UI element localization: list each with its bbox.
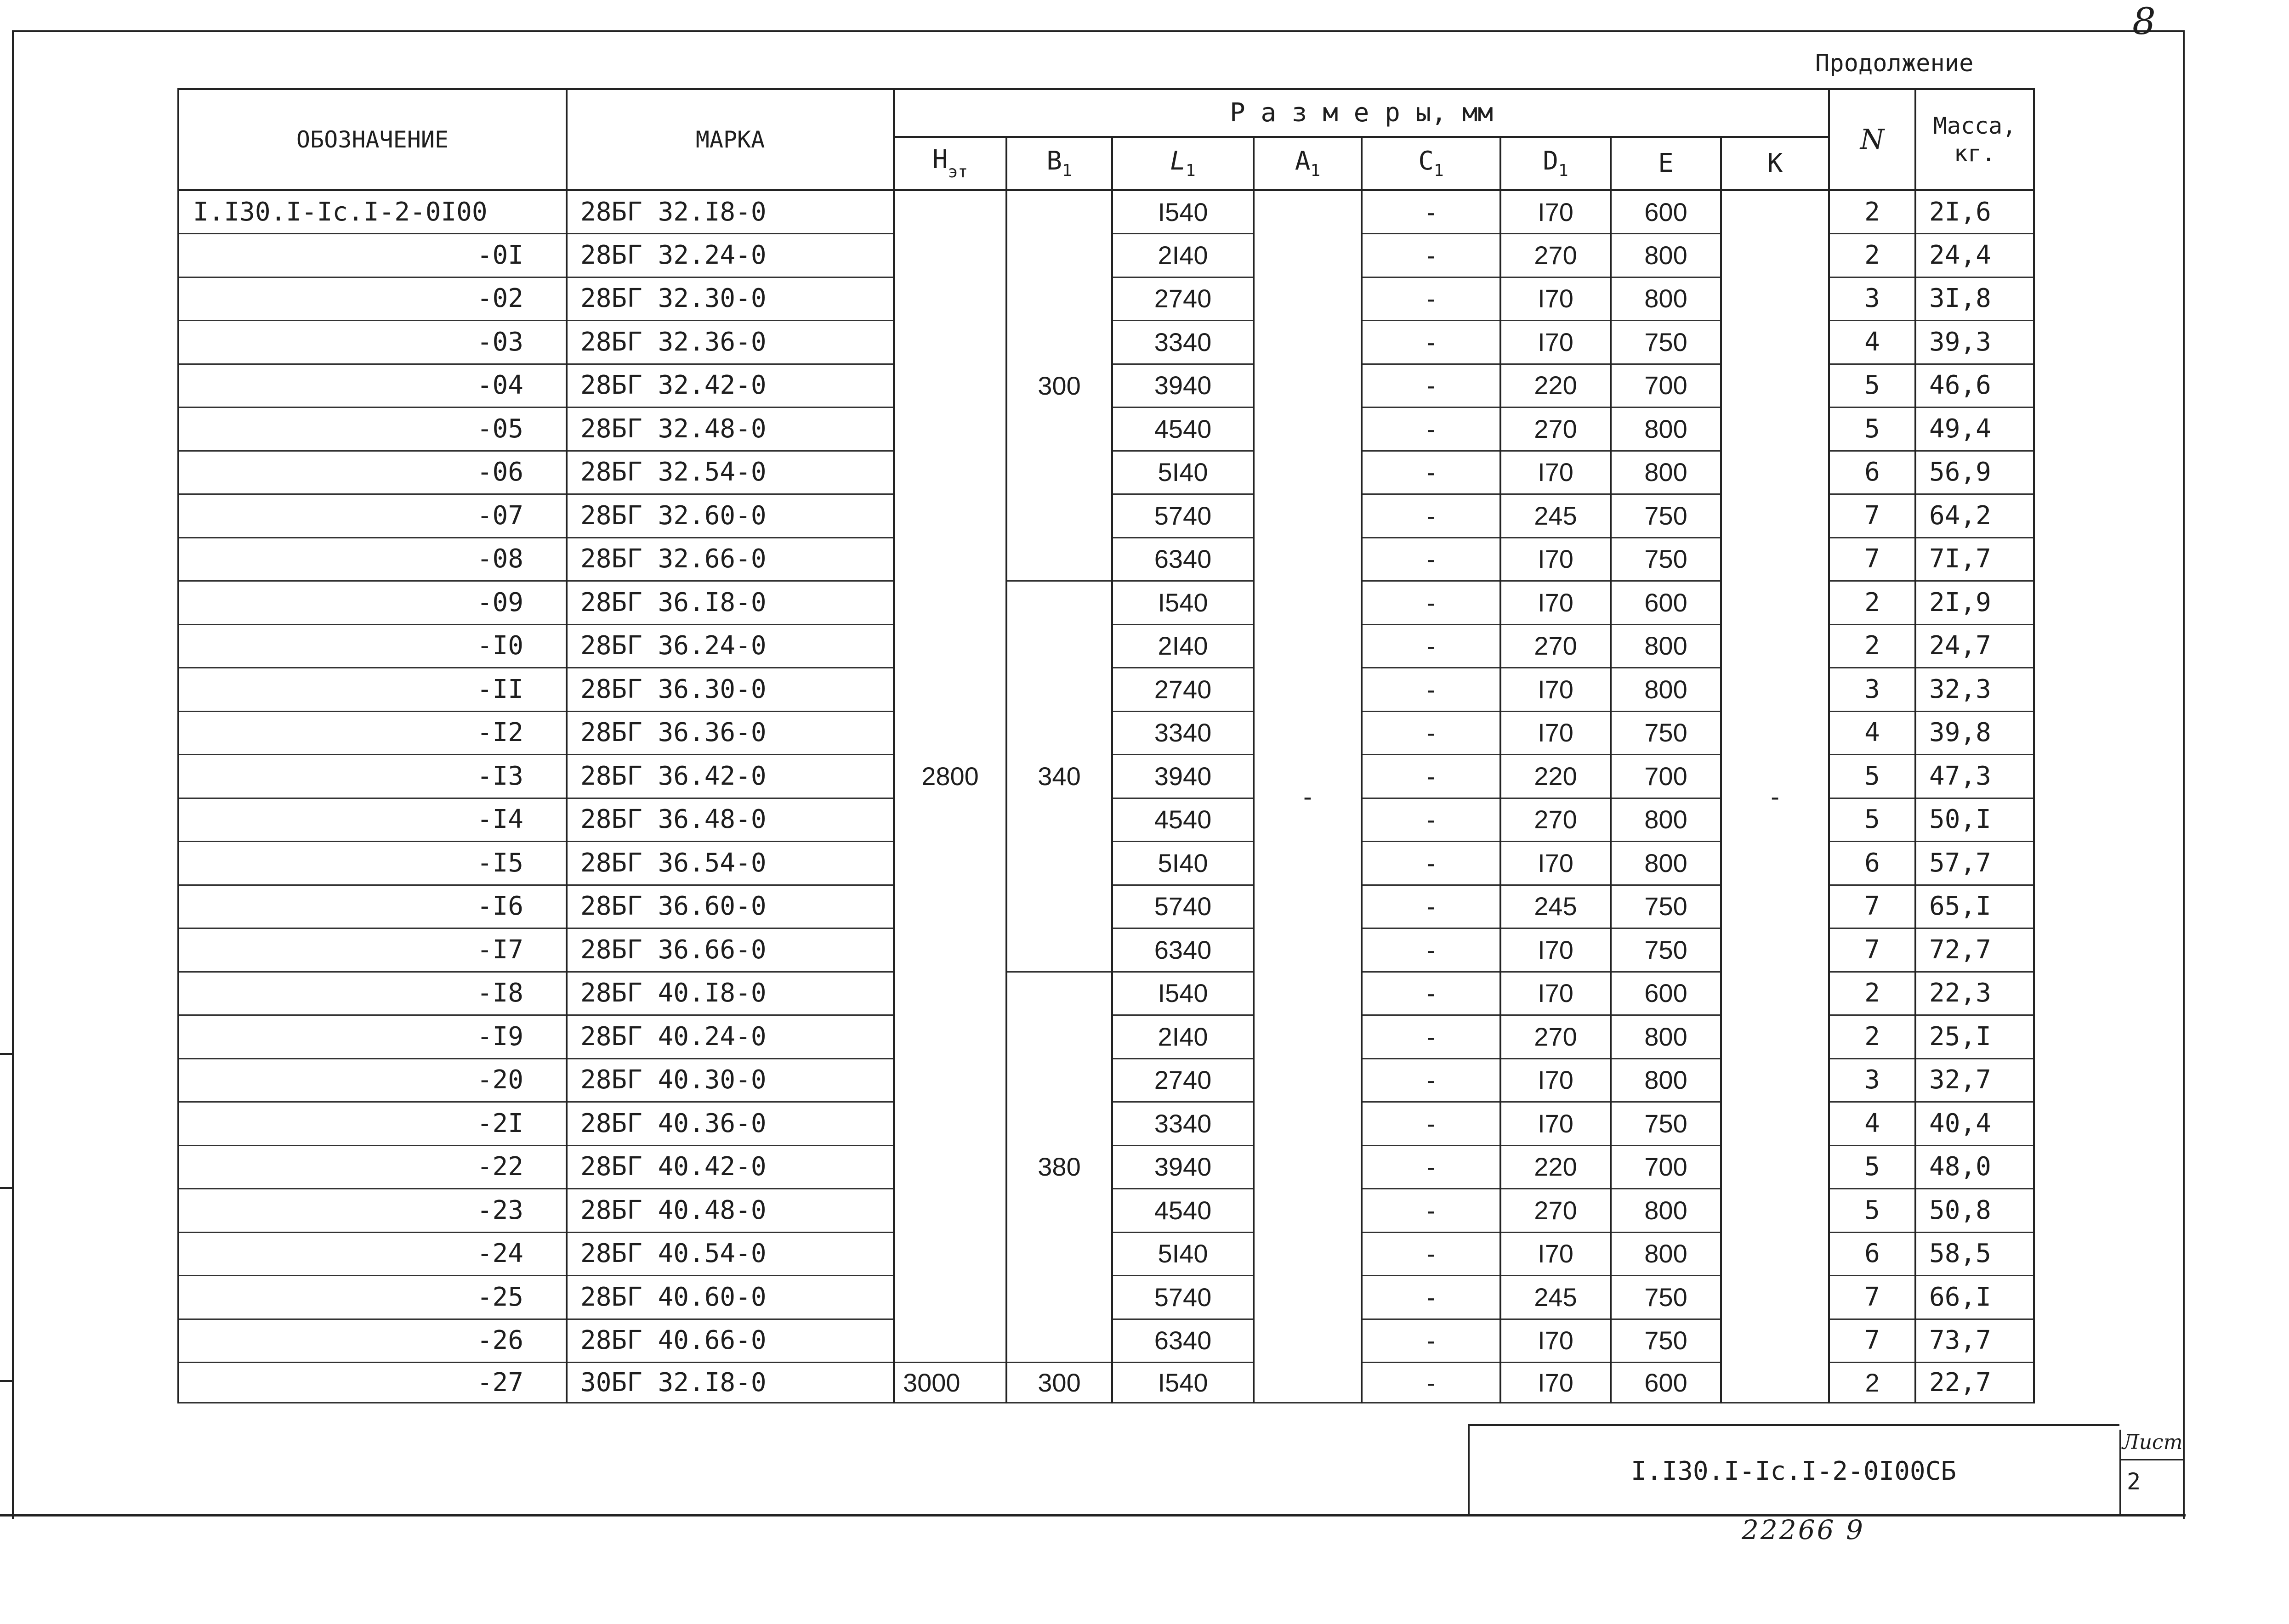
cell-designation: -02	[178, 277, 567, 321]
cell-mass: 57,7	[1915, 842, 2034, 885]
cell-c: -	[1362, 624, 1500, 668]
cell-mass: 50,8	[1915, 1189, 2034, 1233]
cell-c: -	[1362, 1189, 1500, 1233]
header-h: $H_{эт}$	[894, 137, 1006, 190]
cell-mass: 24,4	[1915, 234, 2034, 277]
cell-mass: 2I,9	[1915, 581, 2034, 625]
cell-l: 2740	[1112, 277, 1254, 321]
cell-l: 6340	[1112, 928, 1254, 972]
header-d: $D_1$	[1500, 137, 1611, 190]
cell-mass: 64,2	[1915, 494, 2034, 538]
cell-mark: 28БГ 32.24-0	[567, 234, 894, 277]
sheet-label: Лист	[2122, 1431, 2183, 1454]
cell-d: I70	[1500, 581, 1611, 625]
cell-designation: -25	[178, 1276, 567, 1319]
cell-n: 7	[1829, 1276, 1915, 1319]
cell-mass: 32,7	[1915, 1058, 2034, 1102]
cell-e: 600	[1611, 190, 1721, 234]
header-mark: МАРКА	[567, 89, 894, 190]
cell-e: 750	[1611, 321, 1721, 364]
cell-mass: 65,I	[1915, 885, 2034, 928]
header-c: $C_1$	[1362, 137, 1500, 190]
cell-n: 7	[1829, 538, 1915, 581]
cell-c: -	[1362, 494, 1500, 538]
cell-n: 2	[1829, 234, 1915, 277]
cell-mark: 28БГ 36.48-0	[567, 798, 894, 842]
cell-e: 750	[1611, 1102, 1721, 1146]
cell-c: -	[1362, 885, 1500, 928]
cell-l: 2I40	[1112, 624, 1254, 668]
cell-c: -	[1362, 1145, 1500, 1189]
cell-n: 5	[1829, 407, 1915, 451]
cell-l: 5I40	[1112, 451, 1254, 494]
cell-b-merged: 300	[1006, 190, 1112, 581]
cell-d: I70	[1500, 277, 1611, 321]
binding-tick	[0, 1380, 12, 1382]
cell-c: -	[1362, 842, 1500, 885]
cell-n: 2	[1829, 624, 1915, 668]
cell-n: 5	[1829, 1145, 1915, 1189]
cell-designation: -I7	[178, 928, 567, 972]
sheet-box-divider	[2119, 1459, 2185, 1460]
cell-d: I70	[1500, 1232, 1611, 1276]
document-code: I.I30.I-Ic.I-2-0I00СБ	[1630, 1456, 1956, 1486]
cell-d: 220	[1500, 364, 1611, 407]
cell-e: 800	[1611, 1058, 1721, 1102]
cell-designation: -05	[178, 407, 567, 451]
cell-n: 2	[1829, 972, 1915, 1015]
cell-c: -	[1362, 1232, 1500, 1276]
cell-mark: 28БГ 40.48-0	[567, 1189, 894, 1233]
continuation-label: Продолжение	[1815, 50, 1974, 77]
cell-l: 5740	[1112, 1276, 1254, 1319]
cell-n: 6	[1829, 1232, 1915, 1276]
cell-designation: -23	[178, 1189, 567, 1233]
cell-d: I70	[1500, 842, 1611, 885]
cell-d: 270	[1500, 234, 1611, 277]
cell-l: 5740	[1112, 885, 1254, 928]
cell-l: 3940	[1112, 1145, 1254, 1189]
cell-l: 3340	[1112, 711, 1254, 755]
specification-table	[177, 88, 2035, 1403]
cell-e: 600	[1611, 581, 1721, 625]
cell-e: 750	[1611, 494, 1721, 538]
cell-d: I70	[1500, 321, 1611, 364]
cell-d: 270	[1500, 798, 1611, 842]
cell-l: 6340	[1112, 1319, 1254, 1363]
header-designation: ОБОЗНАЧЕНИЕ	[178, 89, 567, 190]
cell-n: 6	[1829, 842, 1915, 885]
cell-e: 800	[1611, 234, 1721, 277]
cell-n: 5	[1829, 1189, 1915, 1233]
cell-mass: 58,5	[1915, 1232, 2034, 1276]
cell-c: -	[1362, 755, 1500, 798]
cell-e: 800	[1611, 1232, 1721, 1276]
cell-designation: -08	[178, 538, 567, 581]
cell-mass: 47,3	[1915, 755, 2034, 798]
cell-c: -	[1362, 1319, 1500, 1363]
cell-designation: -07	[178, 494, 567, 538]
cell-designation: -24	[178, 1232, 567, 1276]
cell-n: 4	[1829, 321, 1915, 364]
cell-d: I70	[1500, 538, 1611, 581]
cell-mark: 28БГ 36.36-0	[567, 711, 894, 755]
cell-n: 7	[1829, 928, 1915, 972]
cell-d: 220	[1500, 755, 1611, 798]
cell-d: 245	[1500, 1276, 1611, 1319]
cell-mark: 28БГ 36.42-0	[567, 755, 894, 798]
cell-designation: -I5	[178, 842, 567, 885]
cell-c: -	[1362, 277, 1500, 321]
cell-mass: 39,8	[1915, 711, 2034, 755]
cell-mark: 28БГ 36.30-0	[567, 668, 894, 712]
cell-d: I70	[1500, 1102, 1611, 1146]
corner-mark: 8	[2132, 0, 2156, 43]
cell-e: 700	[1611, 1145, 1721, 1189]
cell-n: 7	[1829, 1319, 1915, 1363]
cell-e: 600	[1611, 972, 1721, 1015]
cell-designation: -I2	[178, 711, 567, 755]
cell-c: -	[1362, 668, 1500, 712]
cell-d: I70	[1500, 972, 1611, 1015]
cell-d: 220	[1500, 1145, 1611, 1189]
cell-c: -	[1362, 407, 1500, 451]
cell-mark: 28БГ 40.I8-0	[567, 972, 894, 1015]
cell-d: 245	[1500, 885, 1611, 928]
cell-e: 700	[1611, 364, 1721, 407]
cell-d: I70	[1500, 1363, 1611, 1403]
cell-n: 2	[1829, 1363, 1915, 1403]
cell-mark: 28БГ 36.24-0	[567, 624, 894, 668]
cell-mass: 56,9	[1915, 451, 2034, 494]
cell-mark: 28БГ 32.I8-0	[567, 190, 894, 234]
cell-e: 800	[1611, 798, 1721, 842]
cell-n: 7	[1829, 885, 1915, 928]
cell-d: 270	[1500, 1015, 1611, 1059]
cell-designation: -I6	[178, 885, 567, 928]
cell-b-merged: 340	[1006, 581, 1112, 972]
cell-designation: -0I	[178, 234, 567, 277]
cell-c: -	[1362, 1015, 1500, 1059]
cell-mark: 28БГ 36.60-0	[567, 885, 894, 928]
cell-e: 800	[1611, 407, 1721, 451]
cell-e: 800	[1611, 842, 1721, 885]
cell-l: 3940	[1112, 755, 1254, 798]
cell-l: 2I40	[1112, 234, 1254, 277]
cell-c: -	[1362, 1102, 1500, 1146]
cell-n: 5	[1829, 798, 1915, 842]
cell-mark: 28БГ 32.66-0	[567, 538, 894, 581]
cell-mass: 3I,8	[1915, 277, 2034, 321]
cell-n: 4	[1829, 1102, 1915, 1146]
cell-e: 600	[1611, 1363, 1721, 1403]
cell-h-merged: 2800	[894, 190, 1006, 1363]
cell-e: 750	[1611, 1319, 1721, 1363]
cell-designation: -2I	[178, 1102, 567, 1146]
cell-mass: 46,6	[1915, 364, 2034, 407]
cell-mass: 39,3	[1915, 321, 2034, 364]
cell-mark: 28БГ 32.30-0	[567, 277, 894, 321]
cell-mass: 32,3	[1915, 668, 2034, 712]
header-k: K	[1721, 137, 1829, 190]
cell-c: -	[1362, 1276, 1500, 1319]
cell-mark: 28БГ 40.30-0	[567, 1058, 894, 1102]
cell-d: 245	[1500, 494, 1611, 538]
cell-mass: 72,7	[1915, 928, 2034, 972]
cell-l: 3340	[1112, 1102, 1254, 1146]
cell-mark: 28БГ 32.54-0	[567, 451, 894, 494]
cell-k-merged: -	[1721, 190, 1829, 1403]
header-a: $A_1$	[1254, 137, 1362, 190]
cell-c: -	[1362, 190, 1500, 234]
cell-mass: 40,4	[1915, 1102, 2034, 1146]
cell-e: 800	[1611, 1189, 1721, 1233]
cell-designation: -22	[178, 1145, 567, 1189]
cell-designation: -20	[178, 1058, 567, 1102]
cell-c: -	[1362, 711, 1500, 755]
cell-e: 750	[1611, 538, 1721, 581]
cell-e: 750	[1611, 928, 1721, 972]
header-l: $L_1$	[1112, 137, 1254, 190]
cell-n: 6	[1829, 451, 1915, 494]
cell-l: I540	[1112, 1363, 1254, 1403]
cell-l: 5I40	[1112, 1232, 1254, 1276]
cell-mass: 49,4	[1915, 407, 2034, 451]
cell-designation: -04	[178, 364, 567, 407]
cell-l: 6340	[1112, 538, 1254, 581]
cell-e: 800	[1611, 451, 1721, 494]
cell-e: 750	[1611, 885, 1721, 928]
cell-c: -	[1362, 364, 1500, 407]
cell-mass: 48,0	[1915, 1145, 2034, 1189]
cell-d: 270	[1500, 1189, 1611, 1233]
cell-designation: I.I30.I-Ic.I-2-0I00	[178, 190, 567, 234]
cell-mark: 28БГ 36.54-0	[567, 842, 894, 885]
cell-l: 2740	[1112, 1058, 1254, 1102]
cell-n: 3	[1829, 1058, 1915, 1102]
header-e: E	[1611, 137, 1721, 190]
header-mass: Масса, кг.	[1915, 89, 2034, 190]
cell-n: 7	[1829, 494, 1915, 538]
cell-designation: -03	[178, 321, 567, 364]
cell-e: 750	[1611, 1276, 1721, 1319]
cell-mark: 28БГ 40.60-0	[567, 1276, 894, 1319]
cell-d: 270	[1500, 407, 1611, 451]
cell-d: I70	[1500, 1319, 1611, 1363]
cell-b-merged: 380	[1006, 972, 1112, 1363]
cell-e: 800	[1611, 624, 1721, 668]
cell-designation: -09	[178, 581, 567, 625]
cell-mass: 50,I	[1915, 798, 2034, 842]
table-body	[178, 190, 2034, 1403]
cell-mark: 28БГ 32.36-0	[567, 321, 894, 364]
cell-a-merged: -	[1254, 190, 1362, 1403]
cell-l: I540	[1112, 972, 1254, 1015]
cell-c: -	[1362, 234, 1500, 277]
cell-mark: 28БГ 32.60-0	[567, 494, 894, 538]
cell-mark: 28БГ 40.24-0	[567, 1015, 894, 1059]
cell-mass: 22,3	[1915, 972, 2034, 1015]
cell-l: 4540	[1112, 1189, 1254, 1233]
cell-c: -	[1362, 972, 1500, 1015]
cell-mark: 28БГ 40.42-0	[567, 1145, 894, 1189]
cell-e: 700	[1611, 755, 1721, 798]
cell-e: 800	[1611, 277, 1721, 321]
cell-e: 800	[1611, 1015, 1721, 1059]
cell-l: 2I40	[1112, 1015, 1254, 1059]
cell-mark: 30БГ 32.I8-0	[567, 1363, 894, 1403]
cell-designation: -I8	[178, 972, 567, 1015]
cell-designation: -I3	[178, 755, 567, 798]
cell-l: 4540	[1112, 798, 1254, 842]
cell-mark: 28БГ 32.48-0	[567, 407, 894, 451]
cell-mass: 22,7	[1915, 1363, 2034, 1403]
cell-n: 3	[1829, 668, 1915, 712]
cell-designation: -I9	[178, 1015, 567, 1059]
cell-mark: 28БГ 36.I8-0	[567, 581, 894, 625]
table-row	[178, 190, 2034, 234]
cell-d: I70	[1500, 928, 1611, 972]
binding-tick	[0, 1053, 12, 1055]
cell-c: -	[1362, 538, 1500, 581]
cell-d: I70	[1500, 190, 1611, 234]
cell-l: I540	[1112, 581, 1254, 625]
cell-mass: 25,I	[1915, 1015, 2034, 1059]
cell-c: -	[1362, 321, 1500, 364]
cell-designation: -I0	[178, 624, 567, 668]
cell-h: 3000	[894, 1363, 1006, 1403]
cell-d: I70	[1500, 668, 1611, 712]
cell-c: -	[1362, 1363, 1500, 1403]
inventory-number: 22266 9	[1742, 1514, 1865, 1545]
cell-c: -	[1362, 451, 1500, 494]
cell-designation: -06	[178, 451, 567, 494]
cell-mark: 28БГ 32.42-0	[567, 364, 894, 407]
cell-n: 5	[1829, 364, 1915, 407]
header-n: N	[1829, 89, 1915, 190]
cell-mass: 66,I	[1915, 1276, 2034, 1319]
cell-l: 3940	[1112, 364, 1254, 407]
cell-c: -	[1362, 798, 1500, 842]
cell-designation: -I4	[178, 798, 567, 842]
cell-l: 3340	[1112, 321, 1254, 364]
cell-c: -	[1362, 581, 1500, 625]
cell-d: 270	[1500, 624, 1611, 668]
cell-d: I70	[1500, 711, 1611, 755]
sheet-number: 2	[2127, 1468, 2141, 1495]
cell-l: I540	[1112, 190, 1254, 234]
header-dimensions: Р а з м е р ы, мм	[894, 89, 1829, 137]
cell-n: 2	[1829, 190, 1915, 234]
cell-l: 2740	[1112, 668, 1254, 712]
cell-mark: 28БГ 40.36-0	[567, 1102, 894, 1146]
cell-mark: 28БГ 40.54-0	[567, 1232, 894, 1276]
cell-designation: -27	[178, 1363, 567, 1403]
cell-c: -	[1362, 928, 1500, 972]
cell-b: 300	[1006, 1363, 1112, 1403]
cell-l: 5740	[1112, 494, 1254, 538]
cell-mass: 2I,6	[1915, 190, 2034, 234]
cell-mass: 7I,7	[1915, 538, 2034, 581]
cell-l: 5I40	[1112, 842, 1254, 885]
cell-d: I70	[1500, 451, 1611, 494]
cell-designation: -26	[178, 1319, 567, 1363]
cell-mass: 73,7	[1915, 1319, 2034, 1363]
cell-mark: 28БГ 40.66-0	[567, 1319, 894, 1363]
cell-e: 800	[1611, 668, 1721, 712]
cell-n: 5	[1829, 755, 1915, 798]
cell-d: I70	[1500, 1058, 1611, 1102]
cell-l: 4540	[1112, 407, 1254, 451]
cell-n: 4	[1829, 711, 1915, 755]
cell-e: 750	[1611, 711, 1721, 755]
cell-n: 2	[1829, 581, 1915, 625]
cell-designation: -II	[178, 668, 567, 712]
binding-tick	[0, 1187, 12, 1189]
cell-n: 3	[1829, 277, 1915, 321]
cell-mark: 28БГ 36.66-0	[567, 928, 894, 972]
cell-mass: 24,7	[1915, 624, 2034, 668]
cell-n: 2	[1829, 1015, 1915, 1059]
cell-c: -	[1362, 1058, 1500, 1102]
header-b: $B_1$	[1006, 137, 1112, 190]
